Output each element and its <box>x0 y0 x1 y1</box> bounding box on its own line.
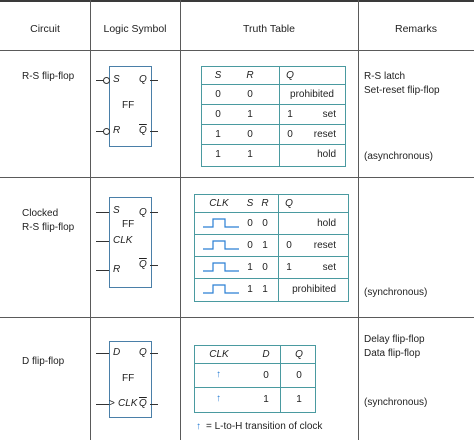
table-cell: 1 <box>296 394 302 405</box>
table-cell: 1 <box>287 109 293 120</box>
clock-pulse-icon <box>203 218 239 228</box>
table-cell: 0 <box>247 129 253 140</box>
col-header: Q <box>285 198 293 209</box>
col-header: S <box>214 70 222 81</box>
table-cell: prohibited <box>290 89 334 100</box>
table-cell: 1 <box>263 394 269 405</box>
table-cell: 0 <box>286 240 292 251</box>
table-cell: prohibited <box>292 284 336 295</box>
table-cell: 1 <box>262 240 268 251</box>
table-cell: 1 <box>286 262 292 273</box>
rising-edge-arrow-icon: ↑ <box>216 369 221 380</box>
column-divider <box>180 0 181 440</box>
table-cell: 0 <box>296 370 302 381</box>
pin-q: Q <box>139 74 147 85</box>
table-cell: 0 <box>262 262 268 273</box>
ff-label: FF <box>122 100 135 111</box>
remark: Data flip-flop <box>364 348 421 359</box>
col-header: R <box>261 198 269 209</box>
table-cell: 1 <box>247 149 253 160</box>
col-header: S <box>246 198 254 209</box>
circuit-name: D flip-flop <box>22 356 65 367</box>
table-cell: set <box>322 262 336 273</box>
pin-q-bar: $\overline{Q}$ <box>139 259 147 270</box>
table-cell: 0 <box>262 218 268 229</box>
table-cell: 1 <box>247 109 253 120</box>
clock-triangle-icon: > <box>109 398 115 409</box>
pin-q-bar: $\overline{Q}$ <box>139 398 147 409</box>
remark: Delay flip-flop <box>364 334 425 345</box>
clock-pulse-icon <box>203 284 239 294</box>
table-cell: reset <box>313 129 336 140</box>
remark: (synchronous) <box>364 397 428 408</box>
pin-r: R <box>113 125 121 136</box>
pin-s: S <box>113 205 120 216</box>
rising-edge-arrow-icon: ↑ <box>216 393 221 404</box>
table-cell: 0 <box>263 370 269 381</box>
col-header: R <box>246 70 254 81</box>
table-cell: 1 <box>262 284 268 295</box>
pin-s: S <box>113 74 120 85</box>
col-header: Q <box>295 349 303 360</box>
table-cell: hold <box>317 149 336 160</box>
header-truth-table: Truth Table <box>243 23 295 35</box>
clock-footnote: = L-to-H transition of clock <box>206 421 323 432</box>
pin-r: R <box>113 264 121 275</box>
row-divider <box>0 317 474 318</box>
pin-q-bar: $\overline{Q}$ <box>139 125 147 136</box>
column-divider <box>358 0 359 440</box>
table-cell: 1 <box>247 284 253 295</box>
pin-q: Q <box>139 207 147 218</box>
table-cell: 0 <box>247 218 253 229</box>
table-cell: reset <box>313 240 336 251</box>
col-header: CLK <box>209 349 229 360</box>
table-cell: 1 <box>215 149 221 160</box>
table-cell: 0 <box>247 240 253 251</box>
table-cell: hold <box>317 218 336 229</box>
circuit-name: R-S flip-flop <box>22 222 75 233</box>
header-circuit: Circuit <box>30 23 60 35</box>
pin-clk: CLK <box>118 398 138 409</box>
col-header: CLK <box>209 198 229 209</box>
col-header: Q <box>286 70 294 81</box>
rising-edge-arrow-icon: ↑ <box>196 421 201 432</box>
clock-pulse-icon <box>203 240 239 250</box>
table-cell: 0 <box>215 89 221 100</box>
table-cell: 1 <box>215 129 221 140</box>
header-remarks: Remarks <box>394 23 437 35</box>
table-cell: 0 <box>287 129 293 140</box>
remark: R-S latch <box>364 71 406 82</box>
row-divider <box>0 177 474 178</box>
pin-d: D <box>113 347 121 358</box>
ff-label: FF <box>122 219 135 230</box>
pin-clk: CLK <box>113 235 133 246</box>
remark: (synchronous) <box>364 287 428 298</box>
table-cell: 0 <box>215 109 221 120</box>
column-divider <box>90 0 91 440</box>
table-top-border <box>0 0 474 2</box>
table-cell: 0 <box>247 89 253 100</box>
circuit-name: Clocked <box>22 208 59 219</box>
remark: Set-reset flip-flop <box>364 85 440 96</box>
table-cell: set <box>322 109 336 120</box>
remark: (asynchronous) <box>364 151 433 162</box>
pin-q: Q <box>139 347 147 358</box>
clock-pulse-icon <box>203 262 239 272</box>
col-header: D <box>262 349 270 360</box>
circuit-name: R-S flip-flop <box>22 71 75 82</box>
header-logic-symbol: Logic Symbol <box>103 23 167 35</box>
table-cell: 1 <box>247 262 253 273</box>
ff-label: FF <box>122 373 135 384</box>
header-bottom-border <box>0 50 474 51</box>
